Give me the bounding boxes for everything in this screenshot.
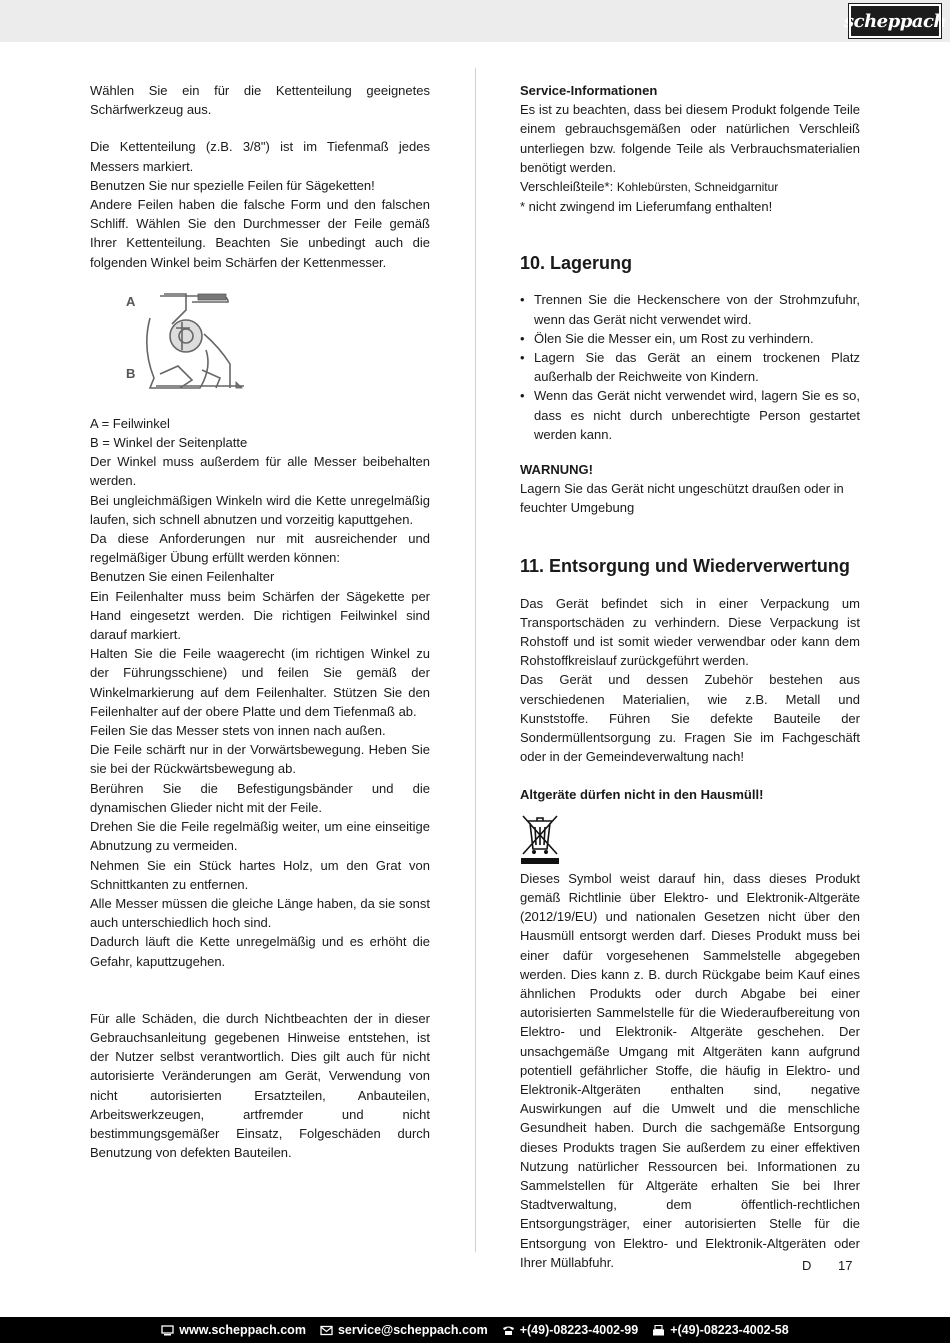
legend-a: A = Feilwinkel — [90, 415, 170, 431]
footer-fax[interactable] — [652, 1323, 789, 1337]
paragraph: Nehmen Sie ein Stück hartes Holz, um den Grat von Schnittkanten zu entfernen. — [90, 857, 430, 892]
warning-title: WARNUNG! — [520, 462, 593, 478]
wear-parts-note: * nicht zwingend im Lieferumfang enthalten! — [520, 199, 773, 215]
right-column — [520, 81, 860, 1272]
paragraph: Benutzen Sie nur spezielle Feilen für Sägeketten! — [90, 177, 375, 193]
footer-phone[interactable] — [502, 1323, 639, 1337]
paragraph: Der Winkel muss außerdem für alle Messer beibehalten werden. — [90, 454, 430, 489]
footer-fax-text: +(49)-08223-4002-58 — [670, 1323, 789, 1337]
paragraph: Berühren Sie die Befestigungsbänder und die dynamischen Glieder nicht mit der Feile. — [90, 780, 430, 815]
disposal-paragraph: Das Gerät befindet sich in einer Verpackung um Transportschäden zu verhindern. Diese Verpackung ist Rohstoff und ist somit wieder verwendbar oder kann dem Rohstoffkreislauf zurückgeführt werden. — [520, 595, 860, 669]
list-item: • Wenn das Gerät nicht verwendet wird, lagern Sie es so, dass es nicht durch unberechtigte Person gestartet werden kann. — [520, 386, 860, 444]
paragraph: Da diese Anforderungen nur mit ausreichender und regelmäßiger Übung erfüllt werden können: — [90, 531, 430, 566]
mail-icon — [320, 1325, 333, 1336]
page-language: D — [802, 1258, 812, 1273]
paragraph: Halten Sie die Feile waagerecht (im richtigen Winkel zu der Führungsschiene) und feilen Sie gemäß der Winkelmarkierung auf dem Feilenhalter. Stützen Sie den Feilenhalter auf der obere Platte und dem Tiefenmaß ab. — [90, 646, 430, 719]
page-number: 17 — [838, 1258, 853, 1273]
fax-icon — [652, 1325, 665, 1336]
paragraph: Alle Messer müssen die gleiche Länge haben, da sie sonst auch unterschiedlich hoch sind. — [90, 895, 430, 931]
paragraph: Feilen Sie das Messer stets von innen nach außen. — [90, 723, 386, 739]
wear-parts-label: Verschleißteile*: — [520, 179, 614, 195]
page-header-bar — [0, 0, 950, 42]
left-column — [90, 81, 430, 1162]
paragraph: Bei ungleichmäßigen Winkeln wird die Kette unregelmäßig laufen, sich schnell abnutzen und vorzeitig kaputtgehen. — [90, 492, 430, 527]
crossed-out-bin-icon — [520, 813, 560, 865]
phone-icon — [502, 1325, 515, 1336]
footer-phone-text: +(49)-08223-4002-99 — [519, 1323, 639, 1337]
paragraph: Drehen Sie die Feile regelmäßig weiter, um eine einseitige Abnutzung zu vermeiden. — [90, 819, 430, 854]
paragraph: Andere Feilen haben die falsche Form und den falschen Schliff. Wählen Sie den Durchmesser der Feile gemäß Ihrer Kettenteilung. Beachten Sie unbedingt auch die folgenden Winkel beim Schärfen der Kettenmesser. — [90, 197, 430, 270]
figure-label-b: B — [126, 366, 136, 381]
paragraph: Dadurch läuft die Kette unregelmäßig und es erhöht die Gefahr, kaputtzugehen. — [90, 934, 430, 969]
paragraph: Ein Feilenhalter muss beim Schärfen der Sägekette per Hand eingesetzt werden. Die richtigen Feilwinkel sind darauf markiert. — [90, 588, 430, 643]
computer-icon — [161, 1325, 174, 1336]
section-heading-storage: 10. Lagerung — [520, 253, 633, 274]
storage-list — [520, 290, 860, 444]
list-item: • Lagern Sie das Gerät an einem trockenen Platz außerhalb der Reichweite von Kindern. — [520, 348, 860, 386]
paragraph: Wählen Sie ein für die Kettenteilung geeignetes Schärfwerkzeug aus. — [90, 83, 430, 118]
legend-b: B = Winkel der Seitenplatte — [90, 435, 248, 451]
liability-paragraph: Für alle Schäden, die durch Nichtbeachten der in dieser Gebrauchsanleitung gegebenen Hinweise entstehen, ist der Nutzer selbst verantwortlich. Dies gilt auch für nicht autorisierte Veränderungen am Gerät, Verwendung von nicht autorisierten Ersatzteilen, Anbauteilen, Arbeitswerkzeugen, artfremder und nicht bestimmungsgemäßer Einsatz, Folgeschäden durch Benutzung von defekten Bauteilen. — [90, 1010, 430, 1161]
footer-email[interactable] — [320, 1323, 488, 1337]
list-item: • Ölen Sie die Messer ein, um Rost zu verhindern. — [520, 329, 860, 348]
service-title: Service-Informationen — [520, 83, 658, 98]
warning-text: Lagern Sie das Gerät nicht ungeschützt draußen oder in feuchter Umgebung — [520, 481, 844, 516]
disposal-paragraph: Das Gerät und dessen Zubehör bestehen aus verschiedenen Materialien, wie z.B. Metall und Kunststoffe. Führen Sie defekte Bauteile der Sondermüllentsorgung zu. Fragen Sie im Fachgeschäft oder in der Gemeindeverwaltung nach! — [520, 672, 860, 765]
column-divider — [475, 68, 476, 1252]
chain-angle-figure — [120, 288, 250, 396]
figure-label-a: A — [126, 294, 136, 309]
wear-parts-line — [520, 177, 860, 197]
brand-logo: scheppach — [849, 4, 941, 38]
chain-angle-illustration — [120, 288, 250, 396]
service-text: Es ist zu beachten, dass bei diesem Produkt folgende Teile einem gebrauchsgemäßen oder natürlichen Verschleiß unterliegen bzw. folgende Teile als Verbrauchsmaterialien benötigt werden. — [520, 102, 860, 175]
paragraph: Benutzen Sie einen Feilenhalter — [90, 569, 275, 585]
contact-footer — [0, 1317, 950, 1343]
list-item: • Trennen Sie die Heckenschere von der Strohmzufuhr, wenn das Gerät nicht verwendet wird. — [520, 290, 860, 328]
weee-title: Altgeräte dürfen nicht in den Hausmüll! — [520, 787, 764, 803]
footer-web-text: www.scheppach.com — [179, 1323, 306, 1337]
weee-text: Dieses Symbol weist darauf hin, dass dieses Produkt gemäß Richtlinie über Elektro- und Elektronik-Altgeräte (2012/19/EU) und nationalen Gesetzen nicht über den Hausmüll entsorgt werden darf. Dieses Produkt muss bei einer dafür vorgesehenen Sammelstelle abgegeben werden. Dies kann z. B. durch Rückgabe beim Kauf eines ähnlichen Produkts oder durch Abgabe bei einer autorisierten Sammelstelle für die Wiederaufbereitung von Elektro- und Elektronik- Altgeräte geschehen. Der unsachgemäße Umgang mit Altgeräten kann aufgrund potentiell gefährlicher Stoffe, die häufig in Elektro- und Elektronik-Altgeräten enthalten sind, negative Auswirkungen auf die Umwelt und die menschliche Gesundheit haben. Durch die sachgemäße Entsorgung dieses Produkts tragen Sie außerdem zu einer effektiven Nutzung natürlicher Ressourcen bei. Informationen zu Sammelstellen für Altgeräte erhalten Sie bei Ihrer Stadtverwaltung, dem öffentlich-rechtlichen Entsorgungsträger, einer autorisierten Stelle für die Entsorgung von Elektro- und Elektronik-Altgeräten oder Ihrer Müllabfuhr. — [520, 870, 860, 1270]
footer-email-text: service@scheppach.com — [337, 1323, 488, 1337]
paragraph: Die Feile schärft nur in der Vorwärtsbewegung. Heben Sie sie bei der Rückwärtsbewegung ab. — [90, 742, 430, 777]
wear-parts-list: Kohlebürsten, Schneidgarnitur — [616, 180, 779, 195]
section-heading-disposal: 11. Entsorgung und Wiederverwertung — [520, 555, 850, 576]
footer-web[interactable] — [161, 1323, 306, 1337]
paragraph: Die Kettenteilung (z.B. 3/8") ist im Tiefenmaß jedes Messers markiert. — [90, 139, 430, 174]
